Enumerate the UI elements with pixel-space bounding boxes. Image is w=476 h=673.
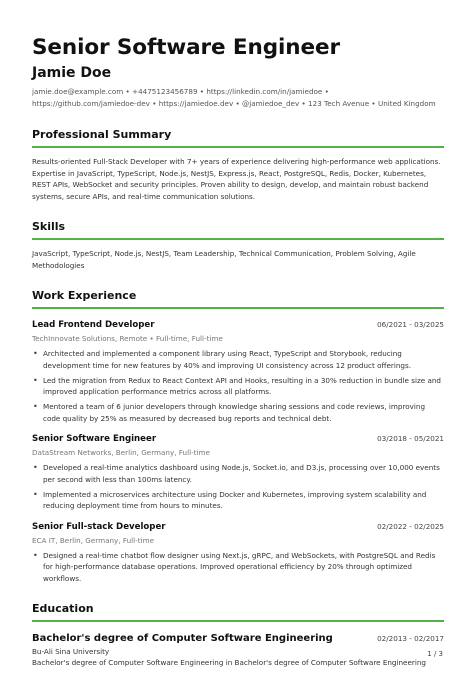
bullet-icon: • bbox=[33, 463, 38, 472]
bullet-icon: • bbox=[33, 550, 38, 560]
education-heading: Education bbox=[32, 602, 94, 615]
job-bullet: • Developed a real-time analytics dashboard using Node.js, Socket.io, and D3.js, processing over 10,000 events per second with less than 100ms latency. bbox=[33, 463, 440, 484]
skills-text: JavaScript, TypeScript, Node.js, NestJS, Team Leadership, Technical Communication, Problem Solving, Agile Methodologies bbox=[32, 249, 416, 270]
skills-heading: Skills bbox=[32, 220, 66, 233]
job-bullet: • Designed a real-time chatbot flow designer using Next.js, gRPC, and WebSockets, with PostgreSQL and Redis for high-performance database operations. Improved operational efficiency by 20% through optimized workflows. bbox=[33, 550, 436, 583]
contact-info bbox=[32, 86, 444, 110]
job-date: 02/2022 - 02/2025 bbox=[377, 521, 444, 531]
candidate-name: Jamie Doe bbox=[32, 65, 112, 81]
job-bullet: • Led the migration from Redux to React Context API and Hooks, resulting in a 30% reduction in bundle size and improved application performance metrics across all platforms. bbox=[33, 375, 441, 396]
job-bullet: • Implemented a microservices architecture using Docker and Kubernetes, improving system scalability and reducing deployment time from hours to minutes. bbox=[33, 489, 427, 510]
job-meta: ECA IT, Berlin, Germany, Full-time bbox=[32, 535, 154, 545]
job-title: Lead Frontend Developer bbox=[32, 320, 155, 330]
education-degree: Bachelor's degree of Computer Software Engineering bbox=[32, 633, 333, 644]
section-divider bbox=[32, 146, 444, 148]
job-meta: DataStream Networks, Berlin, Germany, Full-time bbox=[32, 448, 210, 457]
contact-line-1: jamie.doe@example.com • +4475123456789 • https://linkedin.com/in/jamiedoe • bbox=[32, 87, 329, 96]
summary-text: Results-oriented Full-Stack Developer with 7+ years of experience delivering high-performance web applications. Expertise in JavaScript, TypeScript, Node.js, NestJS, Express.js, React, PostgreSQL, Redis, Docker, Kubernetes, REST APIs, WebSocket and security principles. Proven ability to design, develop, and maintain robust backend systems, secure APIs, and real-time communication solutions. bbox=[32, 157, 441, 201]
job-list bbox=[32, 319, 444, 584]
job-entry bbox=[32, 433, 444, 512]
summary-heading: Professional Summary bbox=[32, 128, 172, 141]
job-bullet: • Mentored a team of 6 junior developers through knowledge sharing sessions and code reviews, improving code quality by 25% as measured by decreased bug reports and technical debt. bbox=[33, 402, 426, 423]
job-title: Senior Software Engineer bbox=[32, 434, 157, 444]
job-title: Senior Full-stack Developer bbox=[32, 521, 166, 532]
section-divider bbox=[32, 307, 444, 309]
job-entry bbox=[32, 521, 444, 585]
contact-line-2: https://github.com/jamiedoe-dev • https://jamiedoe.dev • @jamiedoe_dev • 123 Tech Avenue • United Kingdom bbox=[32, 99, 436, 108]
job-bullet: • Architected and implemented a component library using React, TypeScript and Storybook, reducing development time for new features by 40% and improving UI consistency across 12 product offerings. bbox=[33, 349, 411, 370]
job-entry bbox=[32, 319, 444, 424]
education-description: Bachelor's degree of Computer Software Engineering in Bachelor's degree of Computer Software Engineering bbox=[32, 658, 426, 667]
section-divider bbox=[32, 620, 444, 622]
job-date: 03/2018 - 05/2021 bbox=[377, 434, 444, 443]
bullet-icon: • bbox=[33, 375, 38, 385]
experience-heading: Work Experience bbox=[32, 289, 137, 302]
section-divider bbox=[32, 238, 444, 240]
bullet-icon: • bbox=[33, 402, 38, 411]
education-school: Bu-Ali Sina University bbox=[32, 647, 110, 656]
resume-page bbox=[32, 36, 444, 668]
job-meta: TechInnovate Solutions, Remote • Full-time, Full-time bbox=[32, 334, 223, 343]
job-date: 06/2021 - 03/2025 bbox=[377, 320, 444, 329]
education-date: 02/2013 - 02/2017 bbox=[377, 634, 444, 643]
bullet-icon: • bbox=[33, 349, 38, 358]
resume-title: Senior Software Engineer bbox=[32, 35, 340, 60]
page-indicator: 1 / 3 bbox=[427, 650, 443, 658]
bullet-icon: • bbox=[33, 489, 38, 499]
